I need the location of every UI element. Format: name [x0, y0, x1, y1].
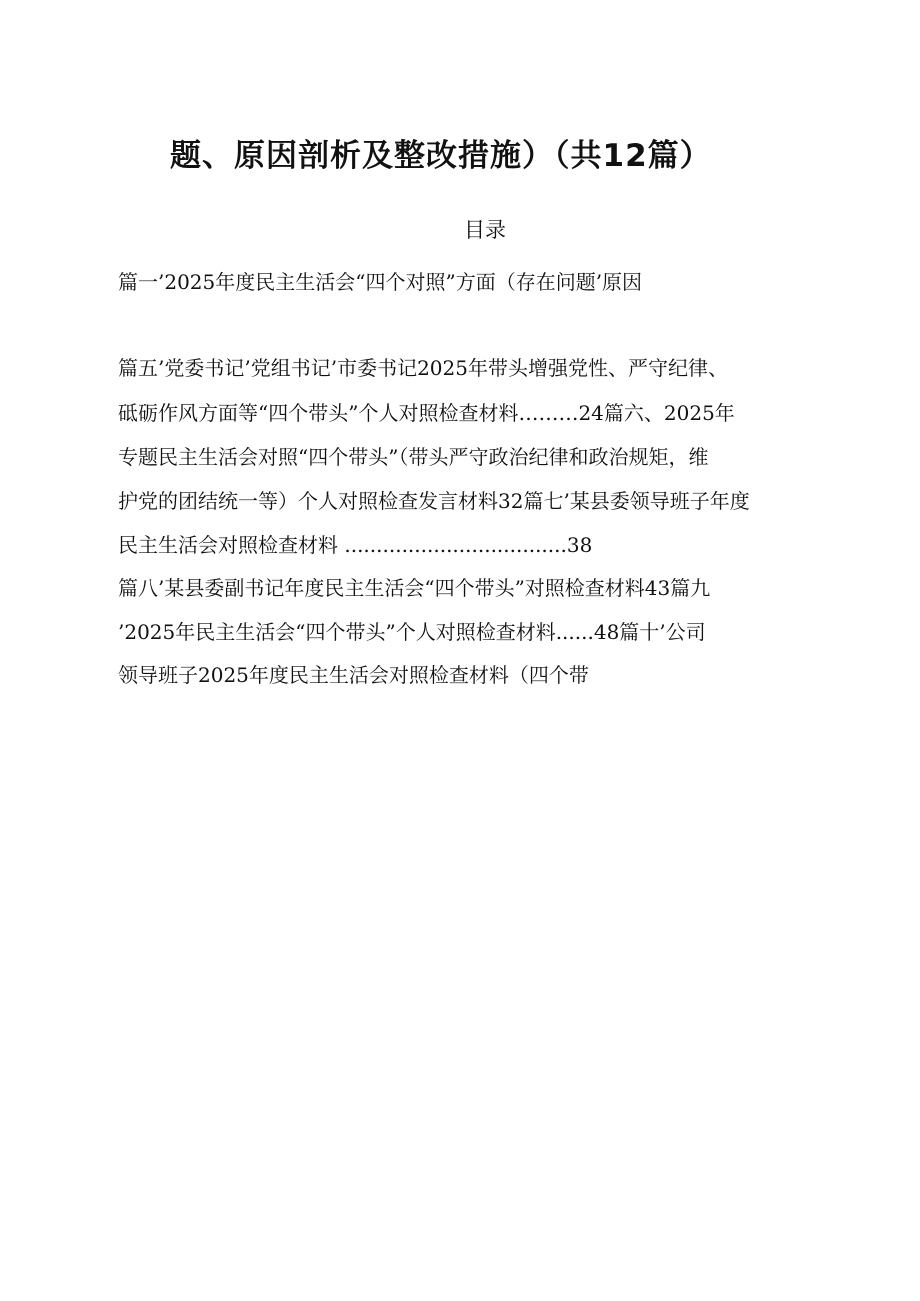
toc-entry-10-cont[interactable]: 领导班子2025年度民主生活会对照检查材料（四个带 — [118, 663, 589, 687]
toc-entry-6-cont-7[interactable]: 护党的团结统一等）个人对照检查发言材料32篇七’某县委领导班子年度 — [118, 489, 750, 513]
toc-entry-9-cont-10[interactable]: ’2025年民主生活会“四个带头”个人对照检查材料......48篇十’公司 — [118, 620, 706, 644]
toc-heading: 目录 — [464, 218, 506, 242]
toc-entry-7-cont[interactable]: 民主生活会对照检查材料 ...................................38 — [118, 533, 593, 557]
toc-entry-8-9[interactable]: 篇八’某县委副书记年度民主生活会“四个带头”对照检查材料43篇九 — [118, 576, 711, 600]
toc-entry-6-cont[interactable]: 专题民主生活会对照“四个带头”（带头严守政治纪律和政治规矩，维 — [118, 445, 709, 469]
toc-entry-5[interactable]: 篇五’党委书记’党组书记’市委书记2025年带头增强党性、严守纪律、 — [118, 356, 728, 380]
document-title: 题、原因剖析及整改措施）（共12篇） — [170, 138, 712, 174]
toc-entry-5-cont-6[interactable]: 砥砺作风方面等“四个带头”个人对照检查材料………24篇六、2025年 — [118, 401, 735, 425]
toc-entry-1[interactable]: 篇一’2025年度民主生活会“四个对照”方面（存在问题’原因 — [118, 270, 643, 294]
